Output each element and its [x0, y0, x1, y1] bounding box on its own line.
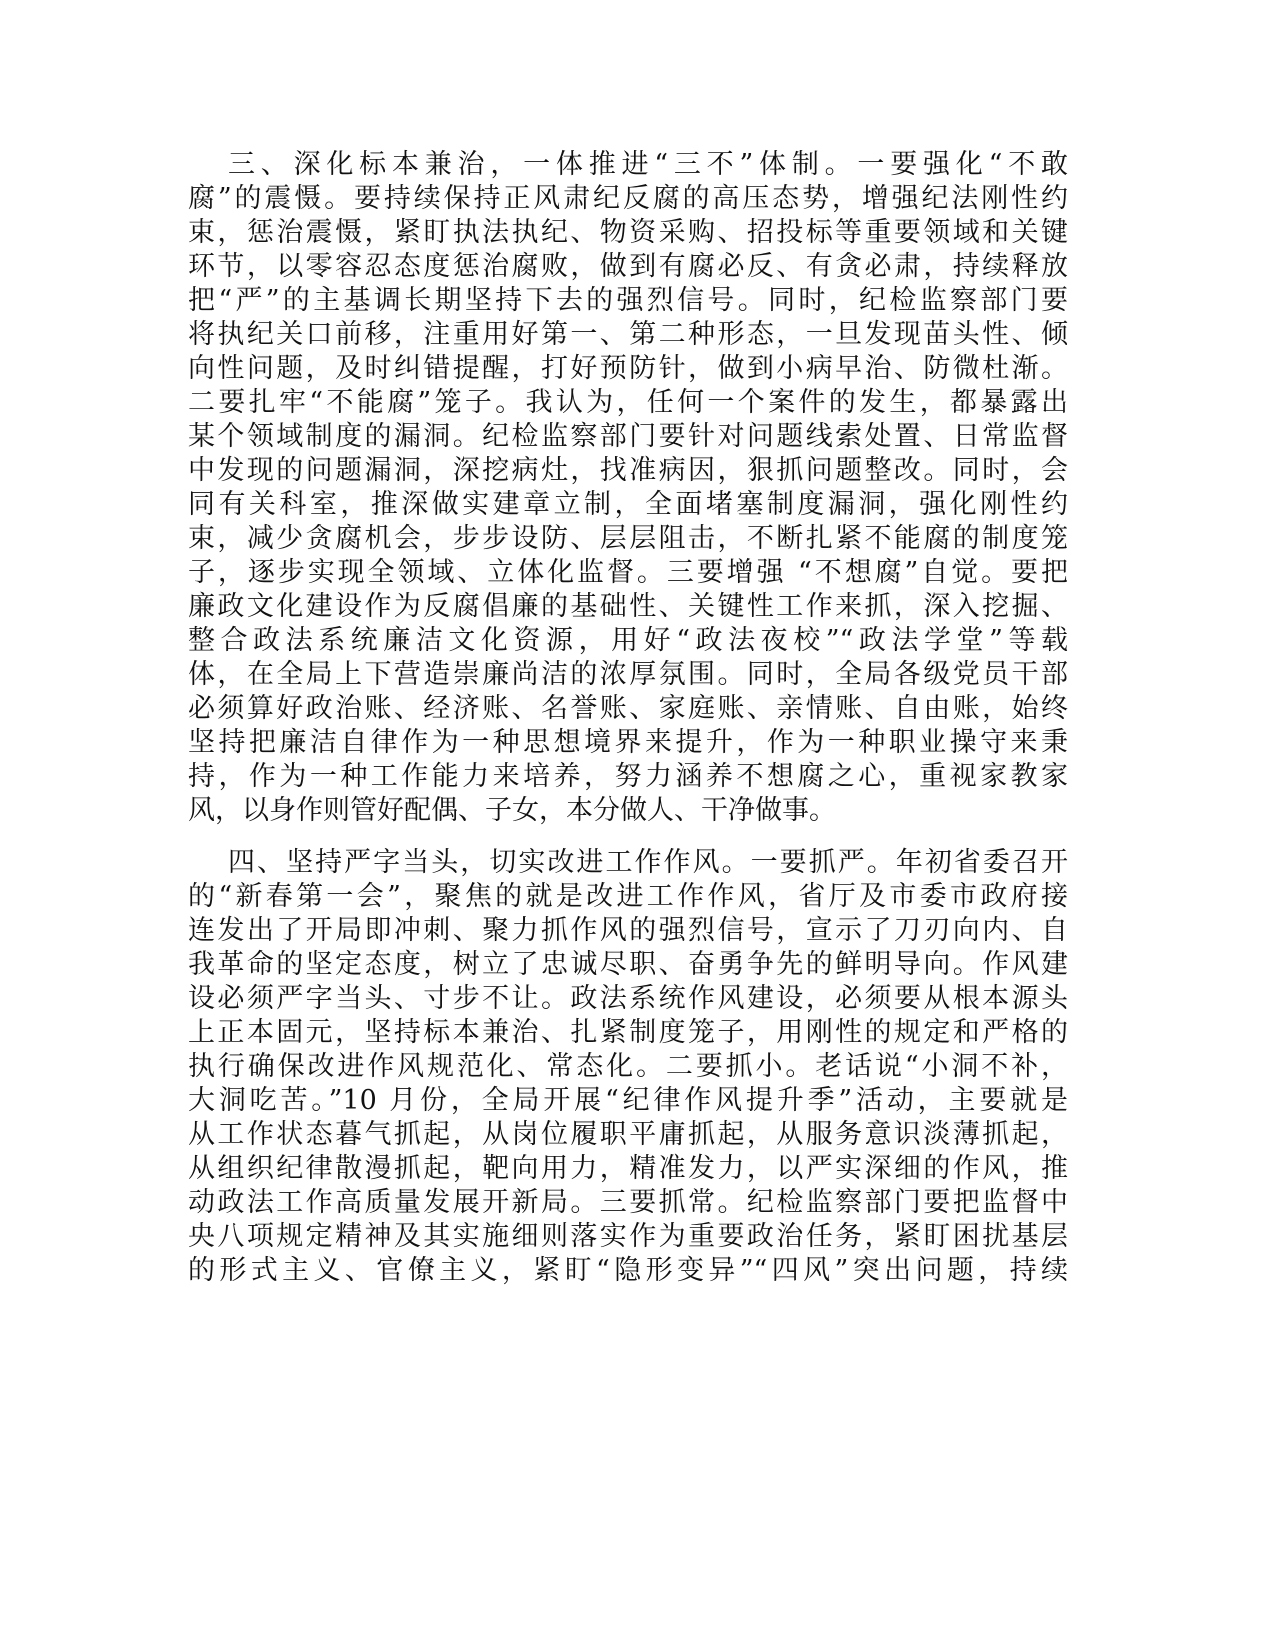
text-line: 二要扎牢“不能腐”笼子。我认为，任何一个案件的发生，都暴露出 — [188, 387, 1068, 418]
text-line: 从工作状态暮气抓起，从岗位履职平庸抓起，从服务意识淡薄抓起， — [188, 1119, 1068, 1150]
text-line: 腐”的震慑。要持续保持正风肃纪反腐的高压态势，增强纪法刚性约 — [188, 183, 1068, 214]
text-line: 子，逐步实现全领域、立体化监督。三要增强 “不想腐”自觉。要把 — [188, 557, 1068, 588]
text-line: 持，作为一种工作能力来培养，努力涵养不想腐之心，重视家教家 — [188, 761, 1068, 792]
text-line: 把“严”的主基调长期坚持下去的强烈信号。同时，纪检监察部门要 — [188, 285, 1068, 316]
text-line: 从组织纪律散漫抓起，靶向用力，精准发力，以严实深细的作风，推 — [188, 1153, 1068, 1184]
text-line: 的形式主义、官僚主义，紧盯“隐形变异”“四风”突出问题，持续 — [188, 1255, 1068, 1286]
text-line: 环节，以零容忍态度惩治腐败，做到有腐必反、有贪必肃，持续释放 — [188, 251, 1068, 282]
paragraph-gap — [188, 828, 1068, 846]
text-line: 动政法工作高质量发展开新局。三要抓常。纪检监察部门要把监督中 — [188, 1187, 1068, 1218]
text-line: 风，以身作则管好配偶、子女，本分做人、干净做事。 — [188, 795, 836, 826]
text-line: 上正本固元，坚持标本兼治、扎紧制度笼子，用刚性的规定和严格的 — [188, 1017, 1068, 1048]
paragraph-section-4 — [188, 846, 1068, 1288]
text-line: 同有关科室，推深做实建章立制，全面堵塞制度漏洞，强化刚性约 — [188, 489, 1068, 520]
text-line: 三、深化标本兼治，一体推进“三不”体制。一要强化“不敢 — [228, 149, 1068, 180]
document-page — [188, 148, 1068, 1288]
paragraph-section-3 — [188, 148, 1068, 828]
text-line: 必须算好政治账、经济账、名誉账、家庭账、亲情账、自由账，始终 — [188, 693, 1068, 724]
text-line: 央八项规定精神及其实施细则落实作为重要政治任务，紧盯困扰基层 — [188, 1221, 1068, 1252]
text-line: 连发出了开局即冲刺、聚力抓作风的强烈信号，宣示了刀刃向内、自 — [188, 915, 1068, 946]
text-line: 向性问题，及时纠错提醒，打好预防针，做到小病早治、防微杜渐。 — [188, 353, 1068, 384]
text-line: 大洞吃苦。”10 月份，全局开展“纪律作风提升季”活动，主要就是 — [188, 1085, 1068, 1116]
text-line: 执行确保改进作风规范化、常态化。二要抓小。老话说“小洞不补， — [188, 1051, 1068, 1082]
text-line: 将执纪关口前移，注重用好第一、第二种形态，一旦发现苗头性、倾 — [188, 319, 1068, 350]
text-line: 某个领域制度的漏洞。纪检监察部门要针对问题线索处置、日常监督 — [188, 421, 1068, 452]
text-line: 的“新春第一会”，聚焦的就是改进工作作风，省厅及市委市政府接 — [188, 881, 1068, 912]
text-line: 整合政法系统廉洁文化资源，用好“政法夜校”“政法学堂”等载 — [188, 625, 1068, 656]
text-line: 束，减少贪腐机会，步步设防、层层阻击，不断扎紧不能腐的制度笼 — [188, 523, 1068, 554]
text-line: 束，惩治震慑，紧盯执法执纪、物资采购、招投标等重要领域和关键 — [188, 217, 1068, 248]
text-line: 设必须严字当头、寸步不让。政法系统作风建设，必须要从根本源头 — [188, 983, 1068, 1014]
text-line: 体，在全局上下营造崇廉尚洁的浓厚氛围。同时，全局各级党员干部 — [188, 659, 1068, 690]
text-line: 中发现的问题漏洞，深挖病灶，找准病因，狠抓问题整改。同时，会 — [188, 455, 1068, 486]
text-line: 坚持把廉洁自律作为一种思想境界来提升，作为一种职业操守来秉 — [188, 727, 1068, 758]
text-line: 四、坚持严字当头，切实改进工作作风。一要抓严。年初省委召开 — [228, 847, 1068, 878]
text-line: 我革命的坚定态度，树立了忠诚尽职、奋勇争先的鲜明导向。作风建 — [188, 949, 1068, 980]
text-line: 廉政文化建设作为反腐倡廉的基础性、关键性工作来抓，深入挖掘、 — [188, 591, 1068, 622]
